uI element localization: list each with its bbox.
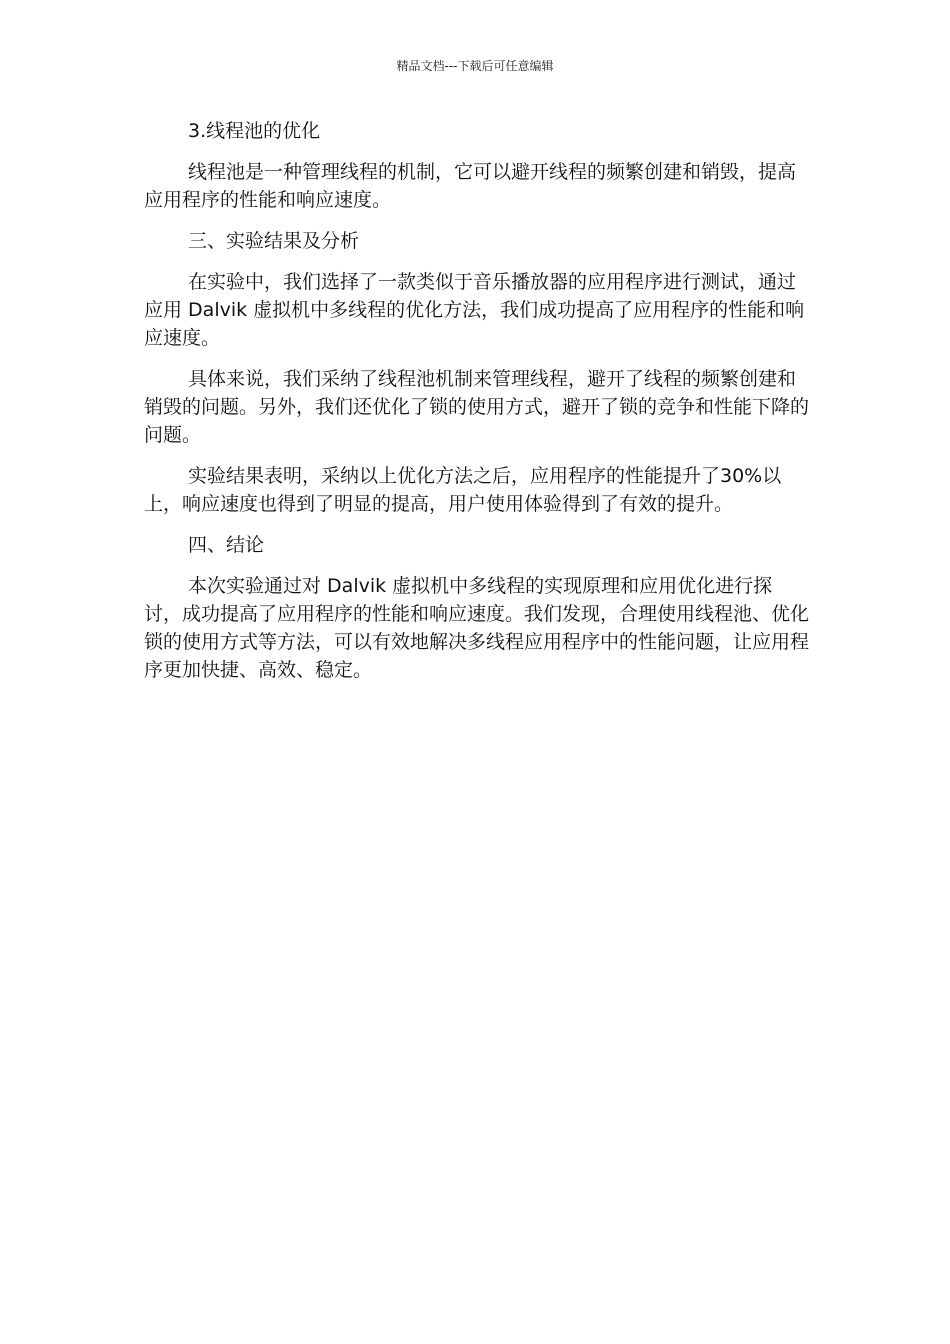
section-heading-results: 三、实验结果及分析 <box>188 230 360 252</box>
paragraph-conclusion: 本次实验通过对 Dalvik 虚拟机中多线程的实现原理和应用优化进行探讨，成功提高了应用程序的性能和响应速度。我们发现，合理使用线程池、优化锁的使用方式等方法，可以有效地解决多线程应用程序中的性能问题，让应用程序更加快捷、高效、稳定。 <box>144 575 810 681</box>
paragraph-results-2: 具体来说，我们采纳了线程池机制来管理线程，避开了线程的频繁创建和销毁的问题。另外，我们还优化了锁的使用方式，避开了锁的竞争和性能下降的问题。 <box>144 368 810 446</box>
section-heading-thread-pool: 3.线程池的优化 <box>188 120 321 142</box>
document-body <box>144 117 809 697</box>
paragraph-results-3: 实验结果表明，采纳以上优化方法之后，应用程序的性能提升了30%以上，响应速度也得到了明显的提高，用户使用体验得到了有效的提升。 <box>144 465 782 515</box>
paragraph-thread-pool: 线程池是一种管理线程的机制，它可以避开线程的频繁创建和销毁，提高应用程序的性能和响应速度。 <box>144 161 797 211</box>
section-heading-conclusion: 四、结论 <box>188 534 265 556</box>
page-header: 精品文档---下载后可任意编辑 <box>396 59 554 73</box>
paragraph-results-1: 在实验中，我们选择了一款类似于音乐播放器的应用程序进行测试，通过应用 Dalvik 虚拟机中多线程的优化方法，我们成功提高了应用程序的性能和响应速度。 <box>144 271 805 349</box>
